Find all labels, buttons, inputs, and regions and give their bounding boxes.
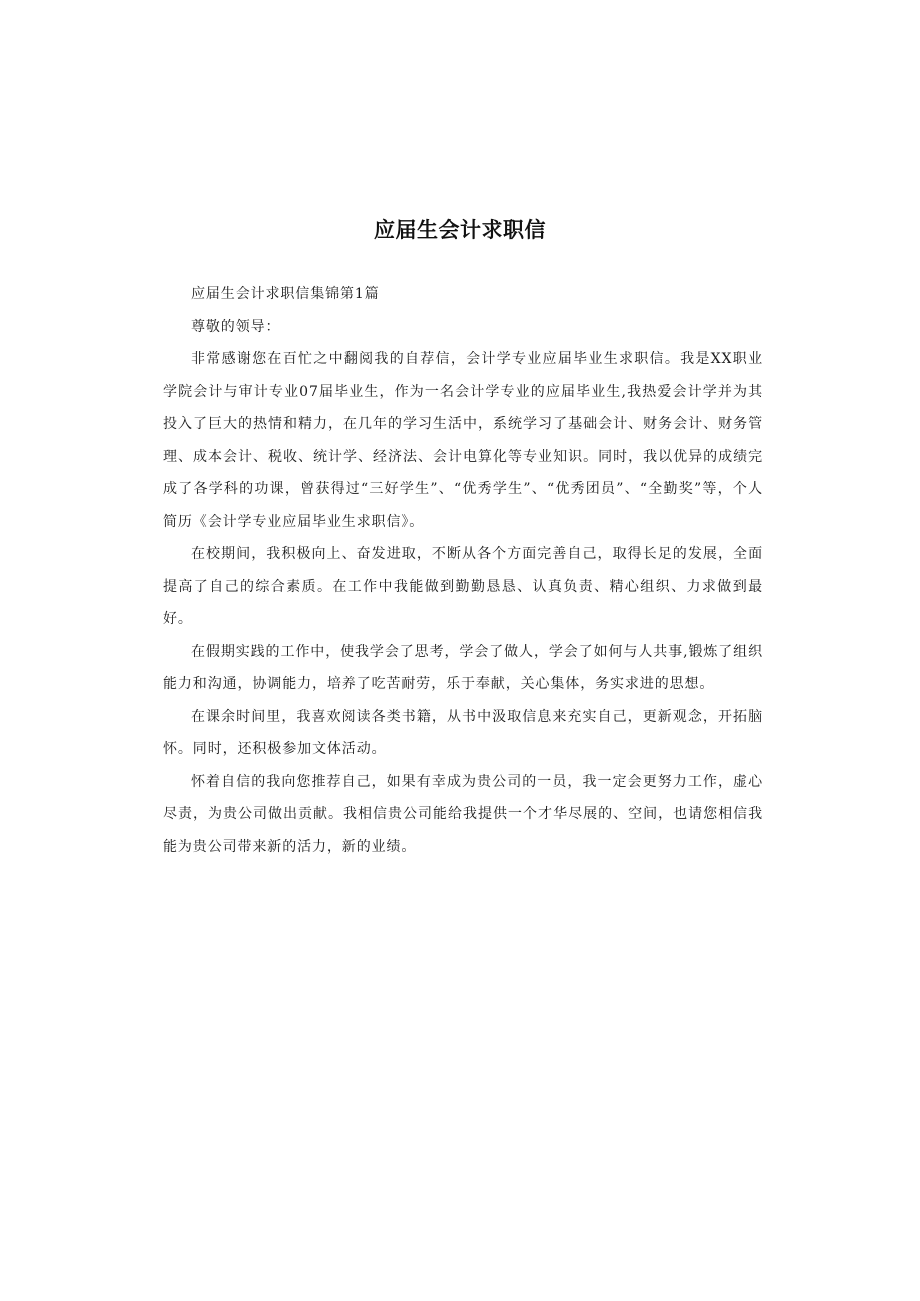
letter-subtitle: 应届生会计求职信集锦第1篇 [191,286,380,302]
letter-paragraph-3: 在假期实践的工作中，使我学会了思考，学会了做人，学会了如何与人共事,锻炼了组织能力和沟通，协调能力，培养了吃苦耐劳，乐于奉献，关心集体，务实求进的思想。 [163,643,763,692]
letter-body [163,278,763,863]
letter-paragraph-5: 怀着自信的我向您推荐自己，如果有幸成为贵公司的一员，我一定会更努力工作，虚心尽责，为贵公司做出贡献。我相信贵公司能给我提供一个才华尽展的、空间，也请您相信我能为贵公司带来新的活力，新的业绩。 [163,773,763,855]
letter-paragraph-4: 在课余时间里，我喜欢阅读各类书籍，从书中汲取信息来充实自己，更新观念，开拓脑怀。同时，还积极参加文体活动。 [163,708,763,757]
document-title: 应届生会计求职信 [374,218,546,242]
letter-paragraph-2: 在校期间，我积极向上、奋发进取，不断从各个方面完善自己，取得长足的发展，全面提高了自己的综合素质。在工作中我能做到勤勤恳恳、认真负责、精心组织、力求做到最好。 [163,546,763,627]
letter-salutation: 尊敬的领导： [191,318,281,335]
letter-paragraph-1: 非常感谢您在百忙之中翻阅我的自荐信，会计学专业应届毕业生求职信。我是XX职业学院会计与审计专业07届毕业生，作为一名会计学专业的应届毕业生,我热爱会计学并为其投入了巨大的热情和精力，在几年的学习生活中，系统学习了基础会计、财务会计、财务管理、成本会计、税收、统计学、经济法、会计电算化等专业知识。同时，我以优异的成绩完成了各学科的功课，曾获得过“三好学生”、“优秀学生”、“优秀团员”、“全勤奖”等，个人简历《会计学专业应届毕业生求职信》。 [163,351,763,530]
